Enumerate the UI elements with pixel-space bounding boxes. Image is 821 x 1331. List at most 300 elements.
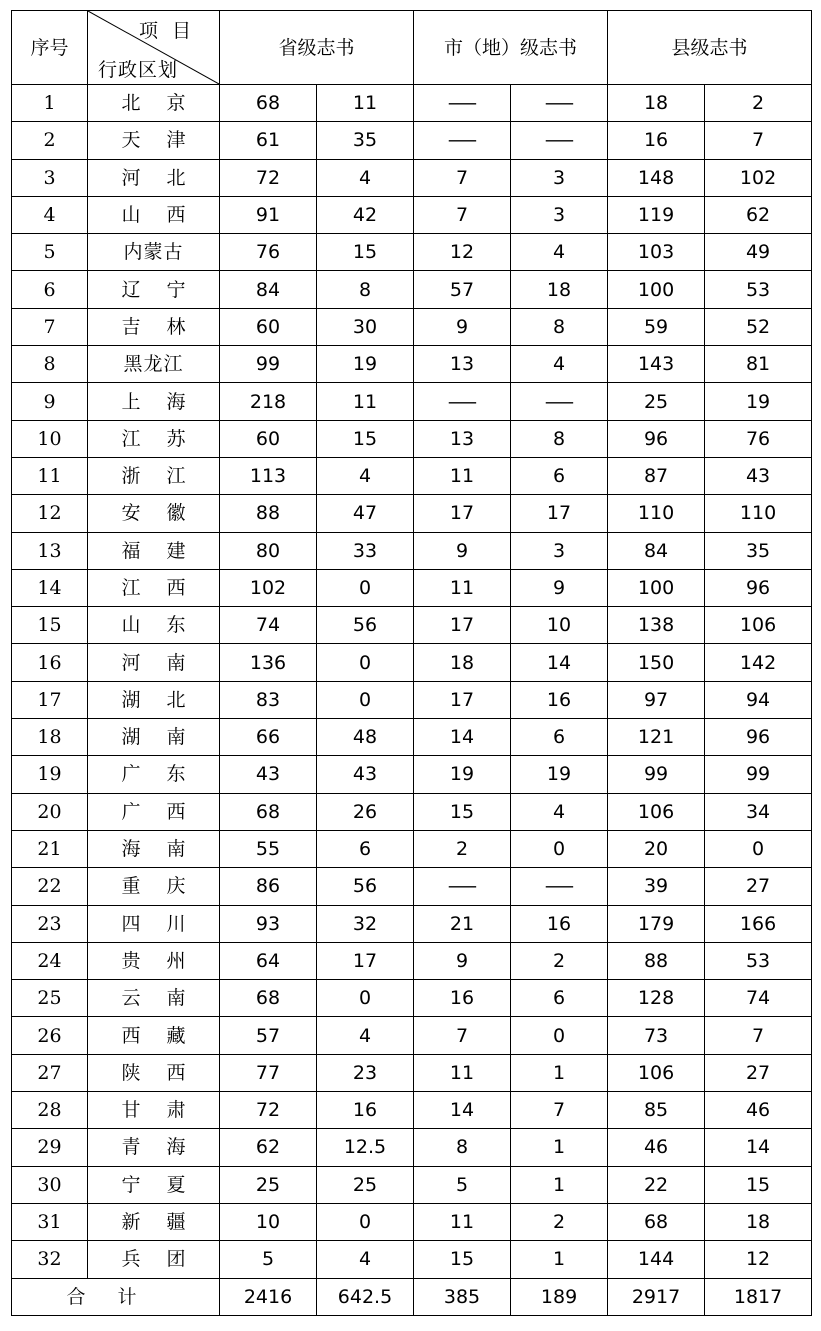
value-cell: 0: [317, 980, 414, 1017]
seq-cell: 9: [12, 383, 88, 420]
table-row: [12, 532, 812, 569]
seq-cell: 26: [12, 1017, 88, 1054]
value-cell: 66: [220, 719, 317, 756]
table-row: [12, 1054, 812, 1091]
total-cell: 1817: [705, 1278, 812, 1315]
value-cell: 62: [705, 196, 812, 233]
value-cell: 53: [705, 271, 812, 308]
table-row: [12, 607, 812, 644]
value-cell: 20: [608, 830, 705, 867]
value-cell: 11: [317, 383, 414, 420]
value-cell: 64: [220, 942, 317, 979]
value-cell: 7: [414, 196, 511, 233]
value-cell: 49: [705, 234, 812, 271]
value-cell: 12: [705, 1241, 812, 1278]
value-cell: 72: [220, 1092, 317, 1129]
value-cell: 6: [511, 980, 608, 1017]
region-cell: 宁夏: [88, 1166, 220, 1203]
value-cell: 9: [511, 569, 608, 606]
table-row: [12, 495, 812, 532]
statistics-table-page: [11, 10, 811, 1316]
table-row: [12, 719, 812, 756]
seq-header: 序号: [12, 11, 88, 85]
value-cell: 10: [220, 1203, 317, 1240]
value-cell: 19: [511, 756, 608, 793]
value-cell: 59: [608, 308, 705, 345]
value-cell: 21: [414, 905, 511, 942]
table-row: [12, 569, 812, 606]
value-cell: —: [481, 85, 636, 122]
total-cell: 385: [414, 1278, 511, 1315]
seq-cell: 4: [12, 196, 88, 233]
value-cell: 25: [608, 383, 705, 420]
region-cell: 湖北: [88, 681, 220, 718]
value-cell: —: [384, 85, 539, 122]
region-cell: 陕西: [88, 1054, 220, 1091]
value-cell: 8: [317, 271, 414, 308]
value-cell: 142: [705, 644, 812, 681]
value-cell: 11: [414, 569, 511, 606]
value-cell: 19: [317, 346, 414, 383]
value-cell: 4: [511, 234, 608, 271]
value-cell: 17: [511, 495, 608, 532]
table-body: [12, 85, 812, 1279]
table-row: [12, 85, 812, 122]
value-cell: 5: [220, 1241, 317, 1278]
value-cell: 15: [317, 420, 414, 457]
value-cell: 72: [220, 159, 317, 196]
value-cell: 138: [608, 607, 705, 644]
value-cell: 1: [511, 1054, 608, 1091]
value-cell: 110: [705, 495, 812, 532]
seq-cell: 32: [12, 1241, 88, 1278]
region-cell: 江西: [88, 569, 220, 606]
value-cell: 9: [414, 942, 511, 979]
table-row: [12, 681, 812, 718]
seq-cell: 15: [12, 607, 88, 644]
seq-cell: 3: [12, 159, 88, 196]
seq-cell: 16: [12, 644, 88, 681]
region-cell: 云南: [88, 980, 220, 1017]
value-cell: 1: [511, 1166, 608, 1203]
value-cell: 103: [608, 234, 705, 271]
value-cell: 18: [511, 271, 608, 308]
seq-cell: 2: [12, 122, 88, 159]
value-cell: 11: [317, 85, 414, 122]
value-cell: 18: [608, 85, 705, 122]
value-cell: 26: [317, 793, 414, 830]
value-cell: 144: [608, 1241, 705, 1278]
value-cell: 68: [220, 85, 317, 122]
value-cell: 113: [220, 457, 317, 494]
local-gazetteer-table: [11, 10, 812, 1316]
total-label-text: 合计: [66, 1285, 169, 1308]
value-cell: 18: [705, 1203, 812, 1240]
value-cell: 102: [220, 569, 317, 606]
region-cell: 四川: [88, 905, 220, 942]
value-cell: 17: [414, 607, 511, 644]
region-cell: 兵团: [88, 1241, 220, 1278]
value-cell: 3: [511, 159, 608, 196]
region-cell: 天津: [88, 122, 220, 159]
value-cell: 91: [220, 196, 317, 233]
table-row: [12, 1129, 812, 1166]
value-cell: 3: [511, 532, 608, 569]
seq-cell: 17: [12, 681, 88, 718]
value-cell: 121: [608, 719, 705, 756]
value-cell: 18: [414, 644, 511, 681]
seq-cell: 7: [12, 308, 88, 345]
value-cell: 11: [414, 1054, 511, 1091]
value-cell: 2: [414, 830, 511, 867]
value-cell: 76: [220, 234, 317, 271]
value-cell: 106: [608, 1054, 705, 1091]
value-cell: 93: [220, 905, 317, 942]
value-cell: 7: [705, 1017, 812, 1054]
value-cell: 9: [414, 532, 511, 569]
value-cell: 61: [220, 122, 317, 159]
value-cell: 15: [414, 793, 511, 830]
value-cell: 14: [511, 644, 608, 681]
value-cell: 6: [511, 719, 608, 756]
region-cell: 浙江: [88, 457, 220, 494]
value-cell: 76: [705, 420, 812, 457]
table-row: [12, 196, 812, 233]
table-row: [12, 868, 812, 905]
seq-cell: 31: [12, 1203, 88, 1240]
seq-cell: 19: [12, 756, 88, 793]
group-header-provincial: 省级志书: [220, 11, 414, 85]
total-cell: 189: [511, 1278, 608, 1315]
value-cell: 128: [608, 980, 705, 1017]
value-cell: 55: [220, 830, 317, 867]
seq-cell: 8: [12, 346, 88, 383]
table-row: [12, 793, 812, 830]
value-cell: 8: [414, 1129, 511, 1166]
value-cell: 88: [220, 495, 317, 532]
table-row: [12, 346, 812, 383]
diagonal-header-cell: [88, 11, 220, 85]
value-cell: —: [481, 868, 636, 905]
value-cell: 100: [608, 271, 705, 308]
value-cell: 106: [608, 793, 705, 830]
region-cell: 湖南: [88, 719, 220, 756]
value-cell: 0: [511, 830, 608, 867]
value-cell: 2: [511, 1203, 608, 1240]
value-cell: 16: [511, 681, 608, 718]
table-row: [12, 644, 812, 681]
seq-cell: 21: [12, 830, 88, 867]
value-cell: 68: [220, 980, 317, 1017]
seq-cell: 29: [12, 1129, 88, 1166]
value-cell: 13: [414, 420, 511, 457]
value-cell: —: [384, 122, 539, 159]
header-row: [12, 11, 812, 85]
value-cell: —: [481, 383, 636, 420]
group-header-county: 县级志书: [608, 11, 812, 85]
total-cell: 642.5: [317, 1278, 414, 1315]
value-cell: 3: [511, 196, 608, 233]
value-cell: 218: [220, 383, 317, 420]
value-cell: 14: [705, 1129, 812, 1166]
value-cell: 46: [705, 1092, 812, 1129]
value-cell: 4: [317, 1241, 414, 1278]
value-cell: 17: [414, 681, 511, 718]
value-cell: 7: [705, 122, 812, 159]
value-cell: 19: [705, 383, 812, 420]
region-cell: 安徽: [88, 495, 220, 532]
value-cell: 102: [705, 159, 812, 196]
value-cell: 9: [414, 308, 511, 345]
value-cell: 68: [220, 793, 317, 830]
region-cell: 贵州: [88, 942, 220, 979]
region-cell: 辽宁: [88, 271, 220, 308]
value-cell: 27: [705, 868, 812, 905]
value-cell: 99: [608, 756, 705, 793]
region-cell: 广东: [88, 756, 220, 793]
region-cell: 黑龙江: [88, 346, 220, 383]
total-cell: 2917: [608, 1278, 705, 1315]
value-cell: 16: [317, 1092, 414, 1129]
value-cell: 83: [220, 681, 317, 718]
value-cell: 17: [414, 495, 511, 532]
region-cell: 山东: [88, 607, 220, 644]
value-cell: 96: [705, 719, 812, 756]
value-cell: 7: [414, 1017, 511, 1054]
value-cell: 148: [608, 159, 705, 196]
value-cell: 81: [705, 346, 812, 383]
value-cell: 60: [220, 308, 317, 345]
group-header-municipal: 市（地）级志书: [414, 11, 608, 85]
value-cell: —: [481, 122, 636, 159]
value-cell: 33: [317, 532, 414, 569]
value-cell: 27: [705, 1054, 812, 1091]
value-cell: 4: [317, 159, 414, 196]
value-cell: 11: [414, 1203, 511, 1240]
value-cell: 73: [608, 1017, 705, 1054]
value-cell: 8: [511, 420, 608, 457]
value-cell: 96: [608, 420, 705, 457]
total-row: [12, 1278, 812, 1315]
value-cell: 30: [317, 308, 414, 345]
table-row: [12, 271, 812, 308]
value-cell: 2: [705, 85, 812, 122]
value-cell: 99: [705, 756, 812, 793]
table-row: [12, 308, 812, 345]
table-row: [12, 383, 812, 420]
value-cell: 77: [220, 1054, 317, 1091]
value-cell: 143: [608, 346, 705, 383]
value-cell: 46: [608, 1129, 705, 1166]
table-row: [12, 1092, 812, 1129]
seq-cell: 14: [12, 569, 88, 606]
value-cell: 0: [317, 681, 414, 718]
value-cell: 11: [414, 457, 511, 494]
value-cell: 166: [705, 905, 812, 942]
value-cell: 68: [608, 1203, 705, 1240]
value-cell: 119: [608, 196, 705, 233]
seq-cell: 6: [12, 271, 88, 308]
table-row: [12, 122, 812, 159]
value-cell: 32: [317, 905, 414, 942]
value-cell: 60: [220, 420, 317, 457]
value-cell: 88: [608, 942, 705, 979]
region-cell: 福建: [88, 532, 220, 569]
value-cell: 15: [705, 1166, 812, 1203]
value-cell: 74: [220, 607, 317, 644]
seq-cell: 13: [12, 532, 88, 569]
seq-cell: 10: [12, 420, 88, 457]
value-cell: 5: [414, 1166, 511, 1203]
value-cell: 4: [511, 346, 608, 383]
table-row: [12, 457, 812, 494]
region-cell: 河北: [88, 159, 220, 196]
seq-cell: 28: [12, 1092, 88, 1129]
value-cell: 14: [414, 1092, 511, 1129]
region-cell: 江苏: [88, 420, 220, 457]
value-cell: 2: [511, 942, 608, 979]
table-row: [12, 942, 812, 979]
value-cell: 80: [220, 532, 317, 569]
value-cell: 35: [317, 122, 414, 159]
value-cell: 43: [705, 457, 812, 494]
value-cell: 84: [608, 532, 705, 569]
value-cell: 47: [317, 495, 414, 532]
value-cell: 15: [317, 234, 414, 271]
region-cell: 吉林: [88, 308, 220, 345]
value-cell: 43: [220, 756, 317, 793]
value-cell: 53: [705, 942, 812, 979]
value-cell: 17: [317, 942, 414, 979]
value-cell: 16: [414, 980, 511, 1017]
value-cell: 16: [511, 905, 608, 942]
value-cell: 84: [220, 271, 317, 308]
seq-cell: 5: [12, 234, 88, 271]
region-cell: 西藏: [88, 1017, 220, 1054]
region-cell: 河南: [88, 644, 220, 681]
value-cell: 7: [511, 1092, 608, 1129]
value-cell: 14: [414, 719, 511, 756]
value-cell: 0: [705, 830, 812, 867]
value-cell: —: [384, 868, 539, 905]
value-cell: 22: [608, 1166, 705, 1203]
value-cell: 57: [220, 1017, 317, 1054]
value-cell: 110: [608, 495, 705, 532]
table-row: [12, 905, 812, 942]
table-row: [12, 1241, 812, 1278]
table-row: [12, 1017, 812, 1054]
value-cell: 100: [608, 569, 705, 606]
value-cell: 34: [705, 793, 812, 830]
value-cell: 16: [608, 122, 705, 159]
table-row: [12, 830, 812, 867]
table-row: [12, 420, 812, 457]
seq-cell: 30: [12, 1166, 88, 1203]
value-cell: 25: [317, 1166, 414, 1203]
item-label: 项目: [138, 20, 205, 42]
value-cell: 1: [511, 1241, 608, 1278]
value-cell: 25: [220, 1166, 317, 1203]
value-cell: 150: [608, 644, 705, 681]
value-cell: 97: [608, 681, 705, 718]
total-cell: 2416: [220, 1278, 317, 1315]
region-cell: 上海: [88, 383, 220, 420]
value-cell: 39: [608, 868, 705, 905]
value-cell: 87: [608, 457, 705, 494]
value-cell: 35: [705, 532, 812, 569]
seq-cell: 11: [12, 457, 88, 494]
seq-cell: 22: [12, 868, 88, 905]
value-cell: 4: [317, 1017, 414, 1054]
value-cell: 13: [414, 346, 511, 383]
seq-cell: 12: [12, 495, 88, 532]
region-cell: 甘肃: [88, 1092, 220, 1129]
value-cell: —: [384, 383, 539, 420]
table-row: [12, 1203, 812, 1240]
value-cell: 0: [317, 1203, 414, 1240]
region-cell: 广西: [88, 793, 220, 830]
value-cell: 4: [511, 793, 608, 830]
seq-cell: 20: [12, 793, 88, 830]
value-cell: 74: [705, 980, 812, 1017]
total-label: [12, 1278, 220, 1315]
table-row: [12, 234, 812, 271]
value-cell: 106: [705, 607, 812, 644]
value-cell: 56: [317, 607, 414, 644]
region-label: 行政区划: [98, 59, 179, 81]
value-cell: 99: [220, 346, 317, 383]
value-cell: 136: [220, 644, 317, 681]
table-row: [12, 1166, 812, 1203]
region-cell: 海南: [88, 830, 220, 867]
value-cell: 62: [220, 1129, 317, 1166]
table-row: [12, 159, 812, 196]
region-cell: 山西: [88, 196, 220, 233]
seq-cell: 27: [12, 1054, 88, 1091]
value-cell: 6: [511, 457, 608, 494]
value-cell: 1: [511, 1129, 608, 1166]
value-cell: 15: [414, 1241, 511, 1278]
seq-cell: 24: [12, 942, 88, 979]
value-cell: 96: [705, 569, 812, 606]
value-cell: 7: [414, 159, 511, 196]
region-cell: 青海: [88, 1129, 220, 1166]
table-row: [12, 980, 812, 1017]
seq-cell: 23: [12, 905, 88, 942]
value-cell: 12: [414, 234, 511, 271]
region-cell: 北京: [88, 85, 220, 122]
seq-cell: 25: [12, 980, 88, 1017]
value-cell: 10: [511, 607, 608, 644]
value-cell: 8: [511, 308, 608, 345]
value-cell: 6: [317, 830, 414, 867]
value-cell: 23: [317, 1054, 414, 1091]
value-cell: 4: [317, 457, 414, 494]
seq-cell: 1: [12, 85, 88, 122]
seq-cell: 18: [12, 719, 88, 756]
value-cell: 179: [608, 905, 705, 942]
value-cell: 12.5: [317, 1129, 414, 1166]
value-cell: 48: [317, 719, 414, 756]
value-cell: 85: [608, 1092, 705, 1129]
value-cell: 42: [317, 196, 414, 233]
region-cell: 内蒙古: [88, 234, 220, 271]
value-cell: 57: [414, 271, 511, 308]
value-cell: 52: [705, 308, 812, 345]
value-cell: 0: [317, 644, 414, 681]
region-cell: 重庆: [88, 868, 220, 905]
value-cell: 43: [317, 756, 414, 793]
